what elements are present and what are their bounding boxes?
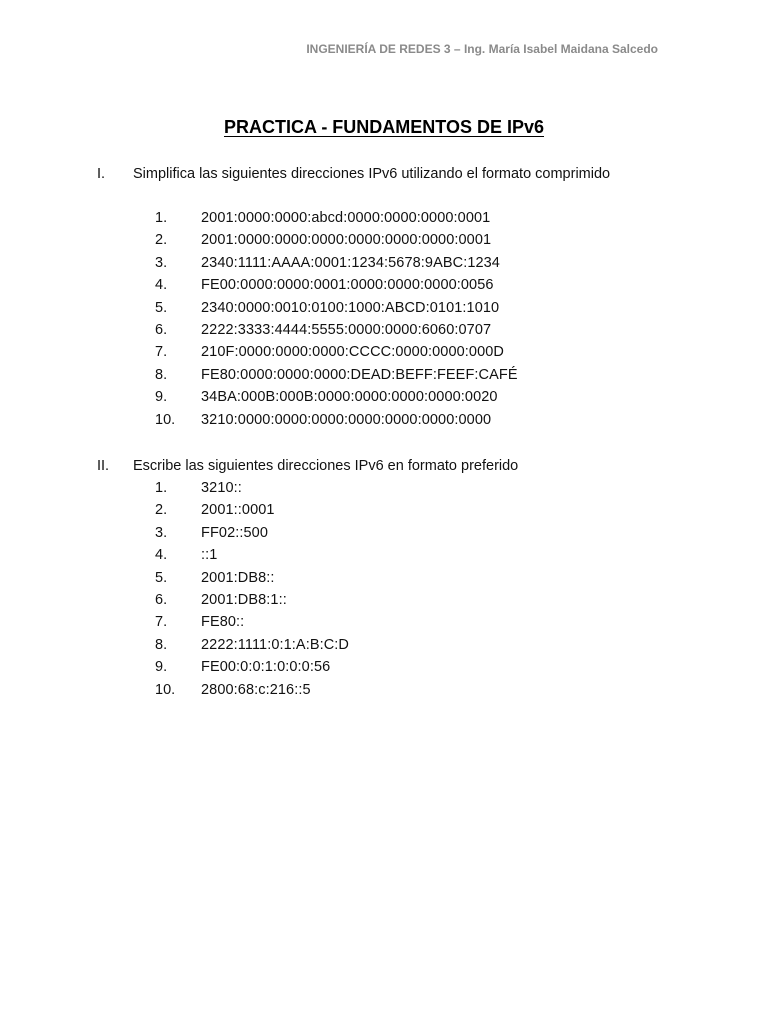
list-item bbox=[0, 522, 768, 544]
item-number: 8. bbox=[155, 636, 168, 653]
list-item bbox=[0, 229, 768, 251]
item-number: 5. bbox=[155, 569, 168, 586]
item-number: 8. bbox=[155, 366, 168, 383]
list-item bbox=[0, 386, 768, 408]
page-header: INGENIERÍA DE REDES 3 – Ing. María Isabel Maidana Salcedo bbox=[306, 42, 658, 56]
item-number: 3. bbox=[155, 254, 168, 271]
ipv6-address: 2001:0000:0000:abcd:0000:0000:0000:0001 bbox=[201, 210, 491, 226]
ipv6-address: FF02::500 bbox=[201, 524, 268, 541]
item-number: 4. bbox=[155, 547, 168, 564]
section-numeral: I. bbox=[97, 166, 106, 182]
ipv6-address: 2800:68:c:216::5 bbox=[201, 681, 311, 698]
list-item bbox=[0, 364, 768, 386]
section-instruction: Escribe las siguientes direcciones IPv6 en formato preferido bbox=[133, 458, 519, 474]
item-number: 9. bbox=[155, 659, 168, 676]
list-item bbox=[0, 544, 768, 566]
item-number: 1. bbox=[155, 210, 168, 226]
item-number: 10. bbox=[155, 411, 176, 428]
ipv6-address: 2222:3333:4444:5555:0000:0000:6060:0707 bbox=[201, 321, 492, 338]
ipv6-address: 2001:DB8:: bbox=[201, 569, 275, 586]
ipv6-address: 3210:: bbox=[201, 480, 242, 496]
item-number: 6. bbox=[155, 321, 168, 338]
list-item bbox=[0, 477, 768, 499]
item-number: 2. bbox=[155, 232, 168, 249]
ipv6-address: 2222:1111:0:1:A:B:C:D bbox=[201, 636, 349, 653]
ipv6-address: 2001:DB8:1:: bbox=[201, 591, 287, 608]
page-title: PRACTICA - FUNDAMENTOS DE IPv6 bbox=[223, 117, 545, 137]
ipv6-address: 2001::0001 bbox=[201, 502, 275, 519]
item-number: 5. bbox=[155, 299, 168, 316]
item-number: 7. bbox=[155, 614, 168, 631]
list-item bbox=[0, 611, 768, 633]
ipv6-address: ::1 bbox=[201, 547, 218, 564]
ipv6-address: FE80:0000:0000:0000:DEAD:BEFF:FEEF:CAFÉ bbox=[201, 366, 518, 383]
ipv6-address: 2001:0000:0000:0000:0000:0000:0000:0001 bbox=[201, 232, 492, 249]
ipv6-address: FE00:0:0:1:0:0:0:56 bbox=[201, 659, 331, 676]
list-item bbox=[0, 207, 768, 229]
list-item bbox=[0, 409, 768, 431]
item-number: 7. bbox=[155, 344, 168, 361]
list-item bbox=[0, 634, 768, 656]
ipv6-address: 3210:0000:0000:0000:0000:0000:0000:0000 bbox=[201, 411, 492, 428]
section-numeral: II. bbox=[97, 458, 110, 474]
list-item bbox=[0, 499, 768, 521]
list-item bbox=[0, 341, 768, 363]
list-item bbox=[0, 679, 768, 701]
ipv6-address: 210F:0000:0000:0000:CCCC:0000:0000:000D bbox=[201, 344, 504, 361]
ipv6-address: FE00:0000:0000:0001:0000:0000:0000:0056 bbox=[201, 277, 494, 294]
item-number: 1. bbox=[155, 480, 168, 496]
item-number: 10. bbox=[155, 681, 176, 698]
list-item bbox=[0, 319, 768, 341]
item-number: 4. bbox=[155, 277, 168, 294]
list-item bbox=[0, 252, 768, 274]
item-number: 6. bbox=[155, 591, 168, 608]
ipv6-address: 2340:1111:AAAA:0001:1234:5678:9ABC:1234 bbox=[201, 254, 500, 271]
item-number: 9. bbox=[155, 389, 168, 406]
item-number: 2. bbox=[155, 502, 168, 519]
section-instruction: Simplifica las siguientes direcciones IPv6 utilizando el formato comprimido bbox=[133, 166, 611, 182]
list-item bbox=[0, 297, 768, 319]
list-item bbox=[0, 567, 768, 589]
list-item bbox=[0, 656, 768, 678]
item-number: 3. bbox=[155, 524, 168, 541]
list-item bbox=[0, 589, 768, 611]
address-list bbox=[0, 477, 768, 701]
ipv6-address: 34BA:000B:000B:0000:0000:0000:0000:0020 bbox=[201, 389, 498, 406]
address-list bbox=[0, 207, 768, 431]
ipv6-address: 2340:0000:0010:0100:1000:ABCD:0101:1010 bbox=[201, 299, 500, 316]
ipv6-address: FE80:: bbox=[201, 614, 245, 631]
list-item bbox=[0, 274, 768, 296]
